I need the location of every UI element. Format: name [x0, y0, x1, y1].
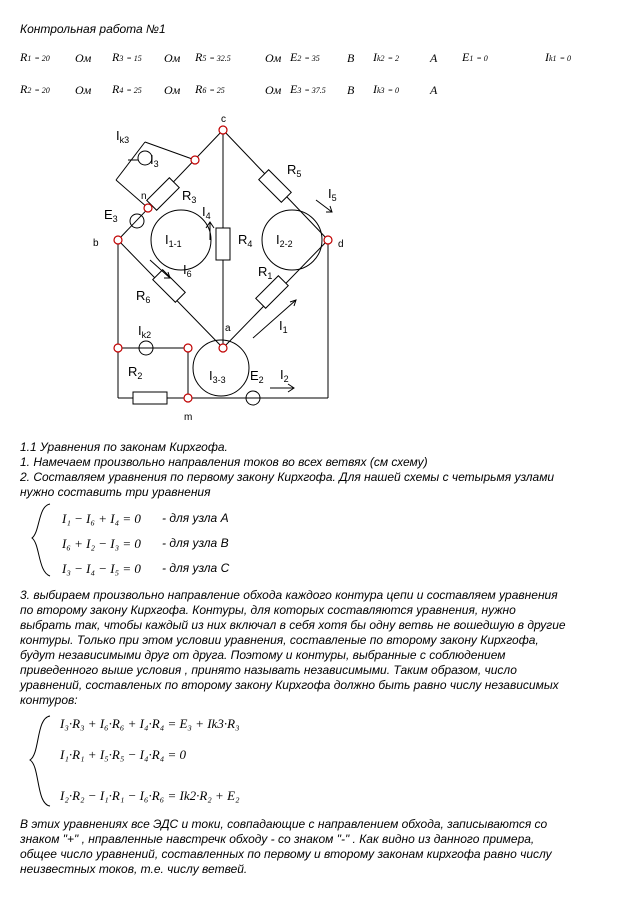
param-e3: E3 = 37.5 — [290, 82, 326, 96]
param-r5-unit: Ом — [265, 51, 282, 65]
node-m — [184, 394, 192, 402]
param-ik1: Ik1 = 0 — [545, 50, 571, 64]
node-ik2-right — [184, 344, 192, 352]
param-e2-unit: В — [347, 51, 355, 65]
step-3-line-6: приведенного выше условия , принято называть независимыми. Таким образом, число — [20, 663, 517, 677]
param-r4: R4 = 25 — [112, 82, 142, 96]
kvl-eq-1: I₃·R₃ + I₆·R₆ + I₄·R₄ = E₃ + Ik3·R₃ — [60, 716, 240, 731]
label-i3: $I_3$ — [150, 152, 159, 169]
label-e3: $E_3$ — [104, 207, 118, 224]
kcl-note-3: - для узла С — [162, 561, 230, 575]
param-ik2: Ik2 = 2 — [373, 50, 399, 64]
resistor-r4 — [216, 228, 230, 260]
step-3-line-7: уравнений, составленых по второму закону Кирхгофа должно быть равно числу независимых — [20, 678, 559, 692]
label-i6: $I_6$ — [183, 262, 192, 279]
wire-ik3-left — [116, 142, 145, 180]
param-r2: R2 = 20 — [20, 82, 50, 96]
param-r5: R5 = 32.5 — [195, 50, 231, 64]
param-e2: E2 = 35 — [290, 50, 320, 64]
node-ik3-right — [191, 156, 199, 164]
step-3-line-5: будут независимыми друг от друга. Поэтому и контуры, выбранные с соблюдением — [20, 648, 506, 662]
label-i11: $I_{1-1}$ — [165, 232, 182, 249]
label-r3: $R_3$ — [182, 188, 197, 205]
label-node-d: d — [338, 239, 344, 250]
label-r2: $R_2$ — [128, 364, 143, 381]
node-b-lower — [114, 344, 122, 352]
label-i33: $I_{3-3}$ — [209, 368, 226, 385]
param-r2-unit: Ом — [75, 83, 92, 97]
param-r6-unit: Ом — [265, 83, 282, 97]
kvl-eq-3: I₂·R₂ − I₁·R₁ − I₆·R₆ = Ik2·R₂ + E₂ — [60, 788, 240, 803]
resistor-r2 — [133, 392, 167, 404]
closing-line-2: знаком "+" , нправленные навстречк обходу - со знаком "-" . Как видно из данного примера, — [20, 832, 535, 846]
arrow-i1 — [253, 300, 296, 338]
arrow-i5 — [316, 200, 332, 212]
param-r1: R1 = 20 — [20, 50, 50, 64]
kcl-eq-2: I₆ + I₂ − I₃ = 0 — [62, 536, 141, 551]
kcl-brace — [20, 502, 60, 578]
node-d — [324, 236, 332, 244]
param-ik3-unit: А — [430, 83, 438, 97]
node-n — [144, 204, 152, 212]
label-r5: $R_5$ — [287, 162, 302, 179]
label-r4: $R_4$ — [238, 232, 253, 249]
label-node-c: c — [221, 114, 226, 125]
kcl-note-1: - для узла А — [162, 511, 229, 525]
step-3-line-3: выбрать так, чтобы каждый из них включал в себя хотя бы одну ветвь не вошедшую в другие — [20, 618, 566, 632]
label-r1: $R_1$ — [258, 264, 273, 281]
node-a — [219, 344, 227, 352]
param-r3-unit: Ом — [164, 51, 181, 65]
param-r4-unit: Ом — [164, 83, 181, 97]
closing-line-1: В этих уравнениях все ЭДС и токи, совпадающие с направлением обхода, записываются со — [20, 817, 548, 831]
param-e1: E1 = 0 — [462, 50, 488, 64]
param-r3: R3 = 15 — [112, 50, 142, 64]
label-i1: $I_1$ — [279, 318, 288, 335]
node-b — [114, 236, 122, 244]
circuit-diagram — [0, 0, 634, 430]
closing-line-3: общее число уравнений, составленных по первому и второму законам кирхгофа равно числу — [20, 847, 552, 861]
param-r6: R6 = 25 — [195, 82, 225, 96]
param-ik3: Ik3 = 0 — [373, 82, 399, 96]
label-node-a: a — [225, 323, 231, 334]
kcl-note-2: - для узла В — [162, 536, 229, 550]
label-i22: $I_{2-2}$ — [276, 232, 293, 249]
label-node-n: n — [141, 191, 147, 202]
kvl-brace — [20, 714, 60, 808]
label-i5: $I_5$ — [328, 186, 337, 203]
kvl-eq-2: I₁·R₁ + I₅·R₅ − I₄·R₄ = 0 — [60, 747, 186, 762]
param-ik2-unit: А — [430, 51, 438, 65]
param-r1-unit: Ом — [75, 51, 92, 65]
label-i2: $I_2$ — [280, 367, 289, 384]
step-3-line-2: по второму закону Кирхгофа. Контуры, для которых составляются уравнения, нужно — [20, 603, 516, 617]
step-2-line-2: нужно составить три уравнения — [20, 485, 211, 499]
source-e3 — [130, 214, 144, 228]
step-3-line-4: контуры. Только при этом условии уравнения, составленые по второму закону Кирхгофа, — [20, 633, 539, 647]
kcl-eq-3: I₃ − I₄ − I₅ = 0 — [62, 561, 141, 576]
page-title: Контрольная работа №1 — [20, 22, 166, 36]
label-r6: $R_6$ — [136, 288, 151, 305]
param-e3-unit: В — [347, 83, 355, 97]
label-ik2: $I_{k2}$ — [138, 323, 152, 340]
step-3-line-1: 3. выбираем произвольно направление обхода каждого контура цепи и составляем уравнения — [20, 588, 558, 602]
closing-line-4: неизвестных токов, т.е. числу ветвей. — [20, 862, 248, 876]
step-3-line-8: контуров: — [20, 693, 78, 707]
label-e2: $E_2$ — [250, 368, 264, 385]
section-title: 1.1 Уравнения по законам Кирхгофа. — [20, 440, 228, 454]
label-node-b: b — [93, 238, 99, 249]
step-2-line-1: 2. Составляем уравнения по первому закону Кирхгофа. Для нашей схемы с четырьмя узлами — [20, 470, 555, 484]
step-1: 1. Намечаем произвольно направления токов во всех ветвях (см схему) — [20, 455, 428, 469]
label-node-m: m — [184, 412, 193, 423]
label-ik3: $I_{k3}$ — [116, 128, 130, 145]
label-i4: $I_4$ — [202, 204, 211, 221]
kcl-eq-1: I₁ − I₆ + I₄ = 0 — [62, 511, 141, 526]
node-c — [219, 126, 227, 134]
